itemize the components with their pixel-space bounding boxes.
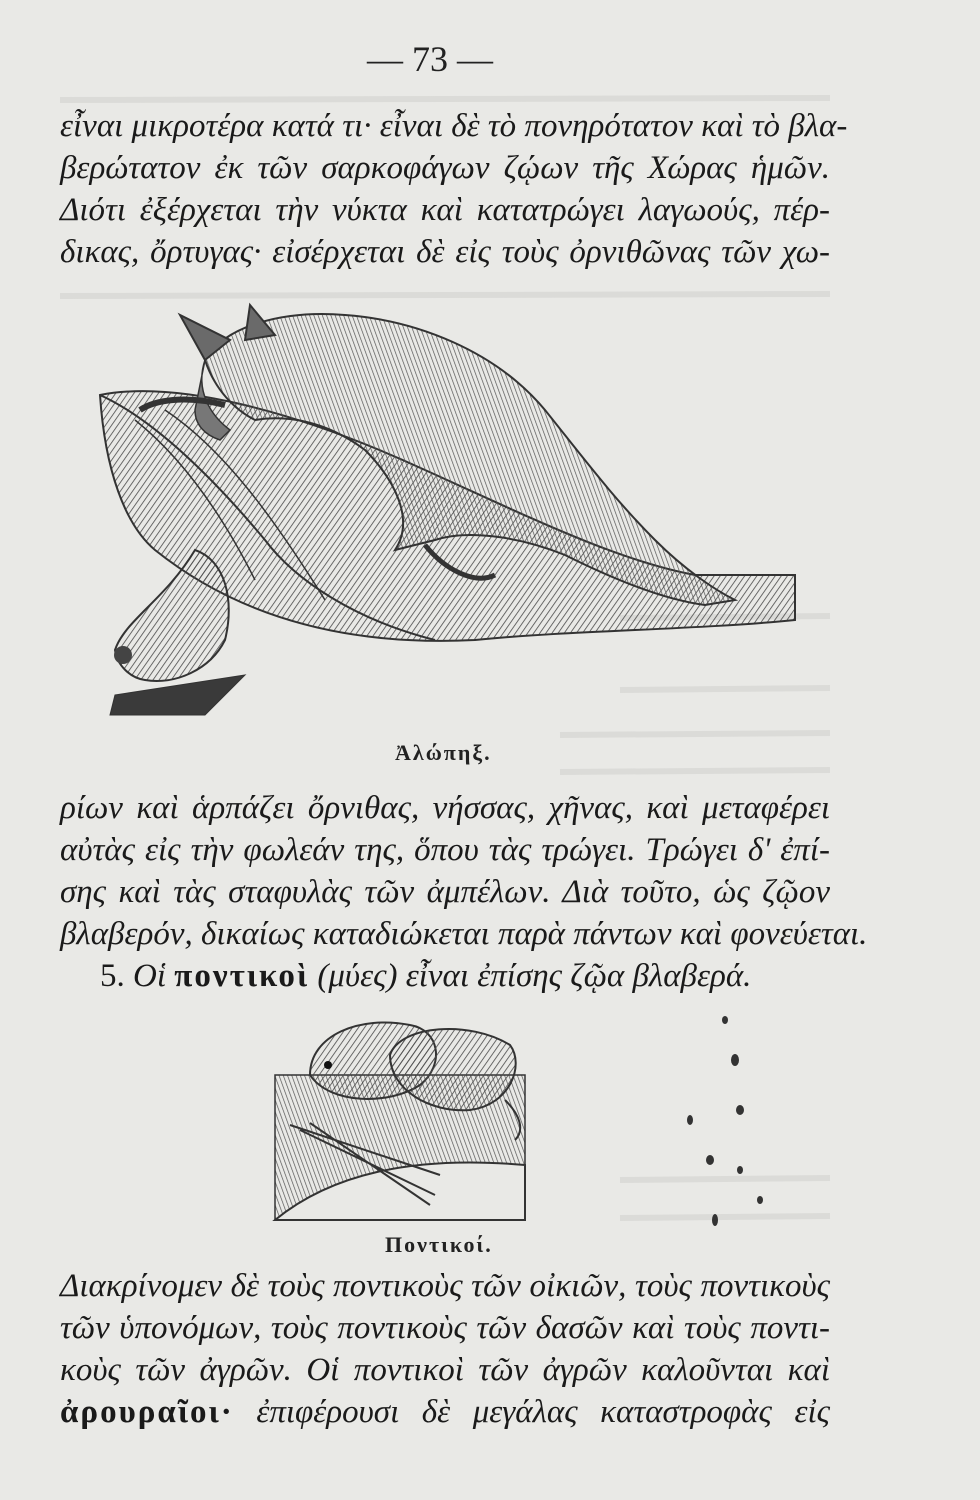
paragraph-last-line — [60, 1394, 830, 1431]
page-number: — 73 — — [367, 39, 493, 79]
figure-caption-fox: Ἀλώπηξ. — [395, 740, 492, 765]
paragraph-line: βλαβερόν, δικαίως καταδιώκεται παρὰ πάντων καὶ φονεύεται. — [60, 916, 868, 952]
section-term: ποντικοὶ — [174, 958, 310, 994]
paragraph-line: βερώτατον ἐκ τῶν σαρκοφάγων ζῴων τῆς Χώρας ἡμῶν. — [60, 150, 830, 186]
ink-specks — [680, 1010, 800, 1240]
paragraph-line: Διότι ἐξέρχεται τὴν νύκτα καὶ κατατρώγει λαγωούς, πέρ- — [60, 192, 830, 228]
paragraph-line: αὐτὰς εἰς τὴν φωλεάν της, ὅπου τὰς τρώγει. Τρώγει δ' ἐπί- — [60, 832, 830, 868]
section-number: 5. — [100, 958, 125, 994]
paragraph-line: ρίων καὶ ἁρπάζει ὄρνιθας, νήσσας, χῆνας, καὶ μεταφέρει — [60, 790, 830, 826]
paragraph-line: τῶν ὑπονόμων, τοὺς ποντικοὺς τῶν δασῶν καὶ τοὺς ποντι- — [60, 1310, 830, 1346]
section-text-pre: Οἱ — [133, 958, 166, 994]
figure-caption-mice: Ποντικοί. — [385, 1232, 493, 1257]
section-text-post: (μύες) εἶναι ἐπίσης ζῷα βλαβερά. — [317, 958, 752, 994]
paragraph-line: εἶναι μικροτέρα κατά τι· εἶναι δὲ τὸ πονηρότατον καὶ τὸ βλα- — [60, 108, 848, 144]
term-arouraioi: ἀρουραῖοι· — [60, 1394, 234, 1430]
last-line-text: ἐπιφέρουσι δὲ μεγάλας καταστροφὰς εἰς — [256, 1394, 831, 1430]
paragraph-line: δικας, ὄρτυγας· εἰσέρχεται δὲ εἰς τοὺς ὀρνιθῶνας τῶν χω- — [60, 234, 830, 270]
paragraph-line: σης καὶ τὰς σταφυλὰς τῶν ἀμπέλων. Διὰ τοῦτο, ὡς ζῷον — [60, 874, 830, 910]
paragraph-line: κοὺς τῶν ἀγρῶν. Οἱ ποντικοὶ τῶν ἀγρῶν καλοῦνται καὶ — [60, 1352, 830, 1388]
section-5-line — [100, 958, 830, 995]
mice-illustration — [270, 1005, 530, 1225]
fox-illustration — [95, 300, 825, 730]
paragraph-line: Διακρίνομεν δὲ τοὺς ποντικοὺς τῶν οἰκιῶν, τοὺς ποντικοὺς — [60, 1268, 830, 1304]
